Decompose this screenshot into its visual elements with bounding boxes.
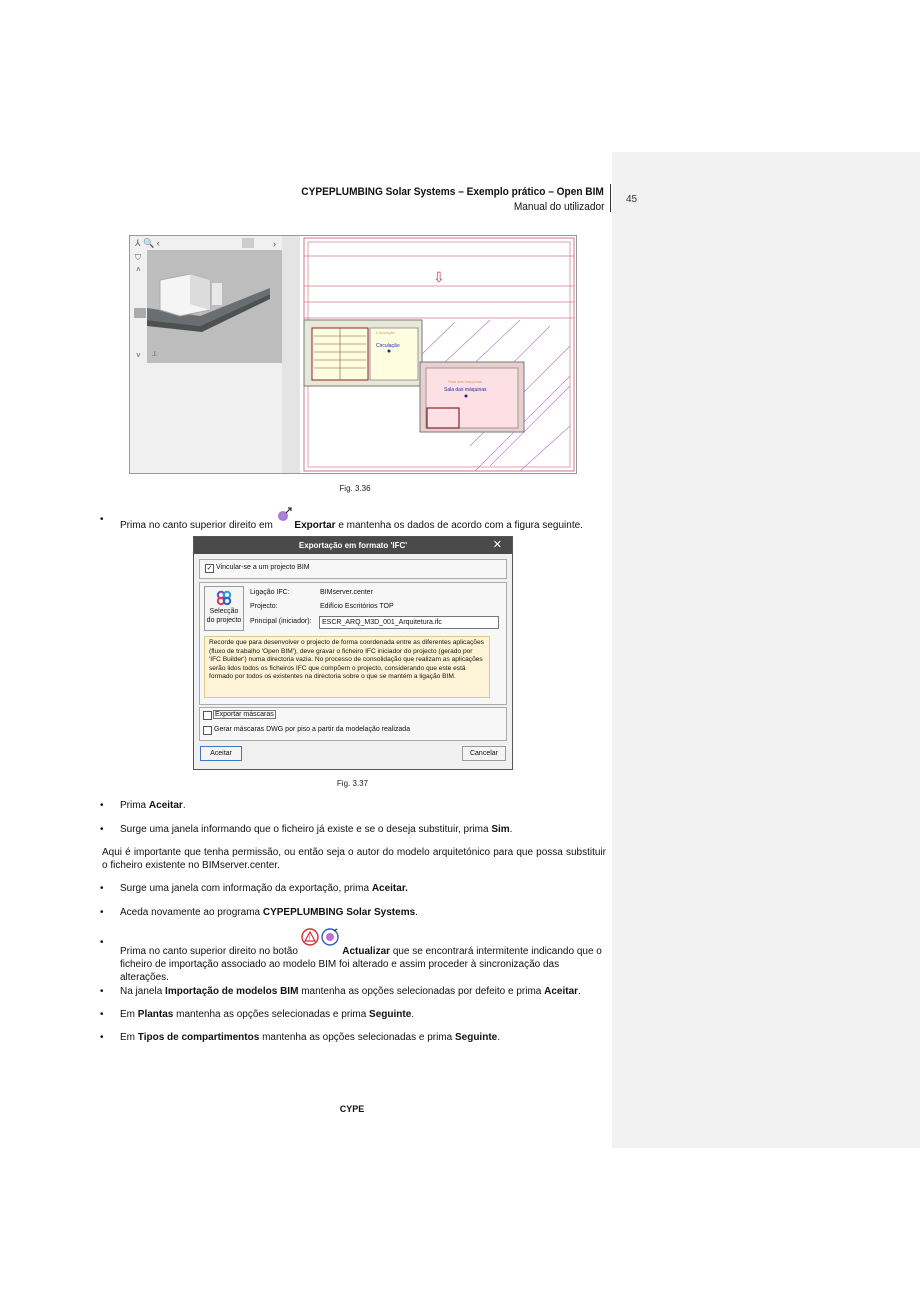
svg-text:›: › xyxy=(273,239,276,249)
permission-paragraph: Aqui é importante que tenha permissão, ou então seja o autor do modelo arquitetónico para que possa substituir o ficheiro existente no BIMserver.center. xyxy=(102,847,606,871)
export-icon xyxy=(276,513,292,527)
cad-drawing xyxy=(130,236,576,473)
link-bim-label: Vincular-se a um projecto BIM xyxy=(216,564,310,571)
ifc-link-label: Ligação IFC: xyxy=(250,589,290,596)
bullet-accept: • Prima Aceitar. xyxy=(120,799,606,812)
bullet-plans: • Em Plantas mantenha as opções selecionadas e prima Seguinte. xyxy=(120,1008,606,1021)
close-icon[interactable]: ✕ xyxy=(492,539,502,551)
svg-text:⛉: ⛉ xyxy=(135,253,141,262)
svg-text:˄: ˄ xyxy=(136,265,141,274)
accept-button[interactable]: Aceitar xyxy=(200,746,242,761)
svg-text:⅄ 🔍 ‹: ⅄ 🔍 ‹ xyxy=(135,238,160,248)
export-masks-checkbox[interactable] xyxy=(203,711,212,720)
main-file-label: Principal (iniciador): xyxy=(250,618,312,625)
bim-project-icon xyxy=(216,590,232,606)
gen-masks-label: Gerar máscaras DWG por piso a partir da modelação realizada xyxy=(214,726,411,733)
update-icon xyxy=(321,936,339,950)
header-subtitle: Manual do utilizador xyxy=(513,201,604,213)
warning-icon xyxy=(301,936,319,950)
select-project-button[interactable]: Selecção do projecto xyxy=(204,586,244,631)
bullet-update: • Prima no canto superior direito no botão ! Actualizar que se encontrará intermitente indicando que o ficheiro de importação associado ao modelo BIM foi alterado e assim proceder à sincronização das alterações. xyxy=(120,936,606,984)
svg-text:⇩: ⇩ xyxy=(433,269,445,285)
project-label: Projecto: xyxy=(250,603,278,610)
svg-text:˅: ˅ xyxy=(136,351,141,360)
right-margin-panel xyxy=(612,152,920,1148)
figure-caption: Fig. 3.37 xyxy=(336,779,369,788)
dialog-title-bar xyxy=(194,537,512,554)
bullet-compartments: • Em Tipos de compartimentos mantenha as opções selecionadas e prima Seguinte. xyxy=(120,1031,606,1044)
info-note: Recorde que para desenvolver o projecto de forma coordenada entre as diferentes aplicações (fluxo de trabalho 'Open BIM'), deve gravar o ficheiro IFC iniciador do projecto (gerado por 'IFC Builder') numa directoria vazia. No processo de consolidação que realizam as aplicações serão lidos todos os ficheiros IFC que compõem o projecto, considerando que este está formado por todos os existentes na directoria sobre o que se mantém a ligação BIM. xyxy=(204,636,490,698)
svg-text:⅃.: ⅃. xyxy=(152,351,158,358)
room-tag-circulacao: Circulação xyxy=(376,330,395,335)
gen-masks-checkbox[interactable] xyxy=(203,726,212,735)
masks-group xyxy=(199,707,507,741)
room-tag-sala: Sala das máquinas xyxy=(448,379,483,384)
bullet-replace: • Surge uma janela informando que o ficheiro já existe e se o deseja substituir, prima Sim. xyxy=(120,823,606,836)
bullet-export-info: • Surge uma janela com informação da exportação, prima Aceitar. xyxy=(120,882,606,895)
footer-brand: CYPE xyxy=(339,1104,365,1114)
room-label-circulacao: Circulação xyxy=(376,343,400,349)
bullet-open-program: • Aceda novamente ao programa CYPEPLUMBING Solar Systems. xyxy=(120,906,606,919)
cancel-button[interactable]: Cancelar xyxy=(462,746,506,761)
export-masks-label: Exportar máscaras xyxy=(215,711,274,718)
dialog-title: Exportação em formato 'IFC' xyxy=(298,541,408,550)
bullet-export: • Prima no canto superior direito em Exportar e mantenha os dados de acordo com a figura seguinte. xyxy=(120,513,606,532)
ifc-export-dialog xyxy=(193,536,513,770)
project-value: Edifício Escritórios TOP xyxy=(320,603,394,610)
figure-caption: Fig. 3.36 xyxy=(339,484,371,493)
bullet-import-models: • Na janela Importação de modelos BIM mantenha as opções selecionadas por defeito e prima Aceitar. xyxy=(120,985,606,998)
header-divider xyxy=(610,184,611,212)
link-bim-group xyxy=(199,559,507,579)
page-number: 45 xyxy=(626,194,638,205)
ifc-link-value: BIMserver.center xyxy=(320,589,373,596)
room-label-sala: Sala das máquinas xyxy=(444,387,487,393)
main-file-field[interactable]: ESCR_ARQ_M3D_001_Arquitetura.ifc xyxy=(319,616,499,629)
project-group xyxy=(199,582,507,705)
link-bim-checkbox[interactable]: ✓ xyxy=(206,565,213,572)
figure-cad-screenshot xyxy=(129,235,577,474)
svg-text:!: ! xyxy=(308,936,311,942)
header-title: CYPEPLUMBING Solar Systems – Exemplo prático – Open BIM xyxy=(301,186,604,198)
